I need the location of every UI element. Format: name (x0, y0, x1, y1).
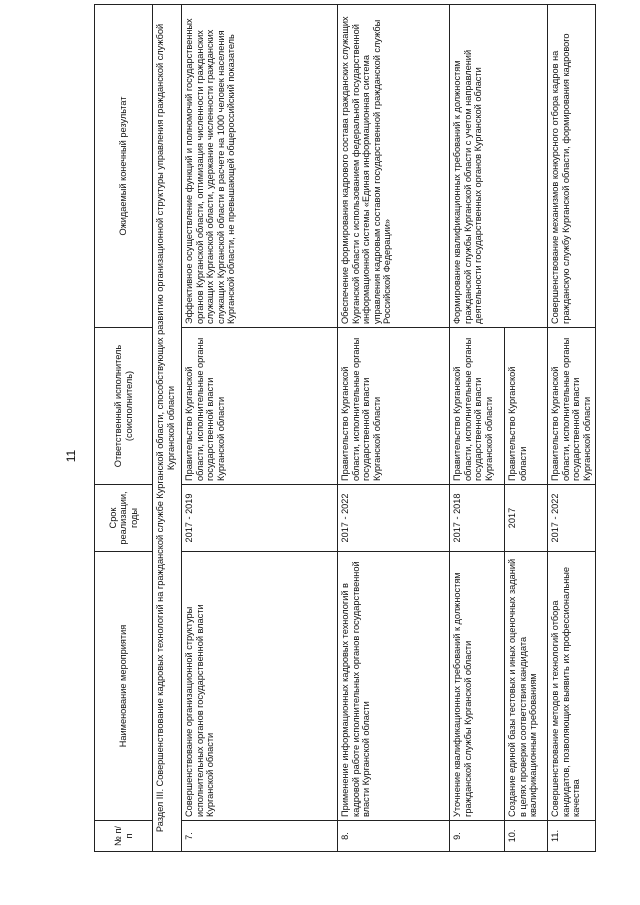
row-term: 2017 - 2022 (338, 485, 450, 552)
row-result: Совершенствование механизмов конкурсного отбора кадров на гражданскую службу Курганской области, формирования кадрового (548, 5, 596, 328)
header-responsible: Ответственный исполнитель (соисполнитель) (95, 328, 153, 485)
row-term: 2017 - 2022 (548, 485, 596, 552)
header-name: Наименование мероприятия (95, 552, 153, 821)
section-row (153, 5, 182, 852)
row-responsible: Правительство Курганской области, исполнительные органы государственной власти Курганской области (450, 328, 505, 485)
table-row (548, 5, 596, 852)
row-num: 7. (182, 821, 338, 852)
row-responsible: Правительство Курганской области (505, 328, 548, 485)
row-responsible: Правительство Курганской области, исполнительные органы государственной власти Курганской области (548, 328, 596, 485)
row-result: Эффективное осуществление функций и полномочий государственных органов Курганской области, оптимизация численности гражданских служащих Курганской области, удержание численности гражданских служащих Курганской области в расчете на 1000 человек населения Курганской области, не превышающей общероссийский показатель (182, 5, 338, 328)
table-row (450, 5, 505, 852)
page-number: 11 (64, 449, 79, 463)
row-term: 2017 - 2019 (182, 485, 338, 552)
row-name: Совершенствование организационной структуры исполнительных органов государственной власти Курганской области (182, 552, 338, 821)
header-num: № п/п (95, 821, 153, 852)
rotated-table-container (94, 16, 594, 852)
activities-table (94, 4, 596, 852)
row-name: Создание единой базы тестовых и иных оценочных заданий в целях проверки соответствия кандидата квалификационным требованиям (505, 552, 548, 821)
row-num: 9. (450, 821, 505, 852)
row-name: Уточнение квалификационных требований к должностям гражданской службы Курганской области (450, 552, 505, 821)
header-term: Срок реализации, годы (95, 485, 153, 552)
row-name: Применение информационных кадровых технологий в кадровой работе исполнительных органов государственной власти Курганской области (338, 552, 450, 821)
row-term: 2017 - 2018 (450, 485, 505, 552)
row-responsible: Правительство Курганской области, исполнительные органы государственной власти Курганской области (182, 328, 338, 485)
row-name: Совершенствование методов и технологий отбора кандидатов, позволяющих выявить их профессиональные качества (548, 552, 596, 821)
row-num: 11. (548, 821, 596, 852)
row-num: 10. (505, 821, 548, 852)
table-row (182, 5, 338, 852)
row-result: Формирование квалификационных требований к должностям гражданской службы Курганской области с учетом направлений деятельности государственных органов Курганской области (450, 5, 548, 328)
row-responsible: Правительство Курганской области, исполнительные органы государственной власти Курганской области (338, 328, 450, 485)
table-header-row (95, 5, 153, 852)
section-title: Раздел III. Совершенствование кадровых технологий на гражданской службе Курганской области, способствующих развитию организационной структуры управления гражданской службой Курганской области (153, 5, 182, 852)
table-row (338, 5, 450, 852)
row-term: 2017 (505, 485, 548, 552)
row-result: Обеспечение формирования кадрового состава гражданских служащих Курганской области с использованием федеральной государственной информационной системы «Единая информационная система управления кадровым составом государственной гражданской службы Российской Федерации» (338, 5, 450, 328)
header-result: Ожидаемый конечный результат (95, 5, 153, 328)
row-num: 8. (338, 821, 450, 852)
